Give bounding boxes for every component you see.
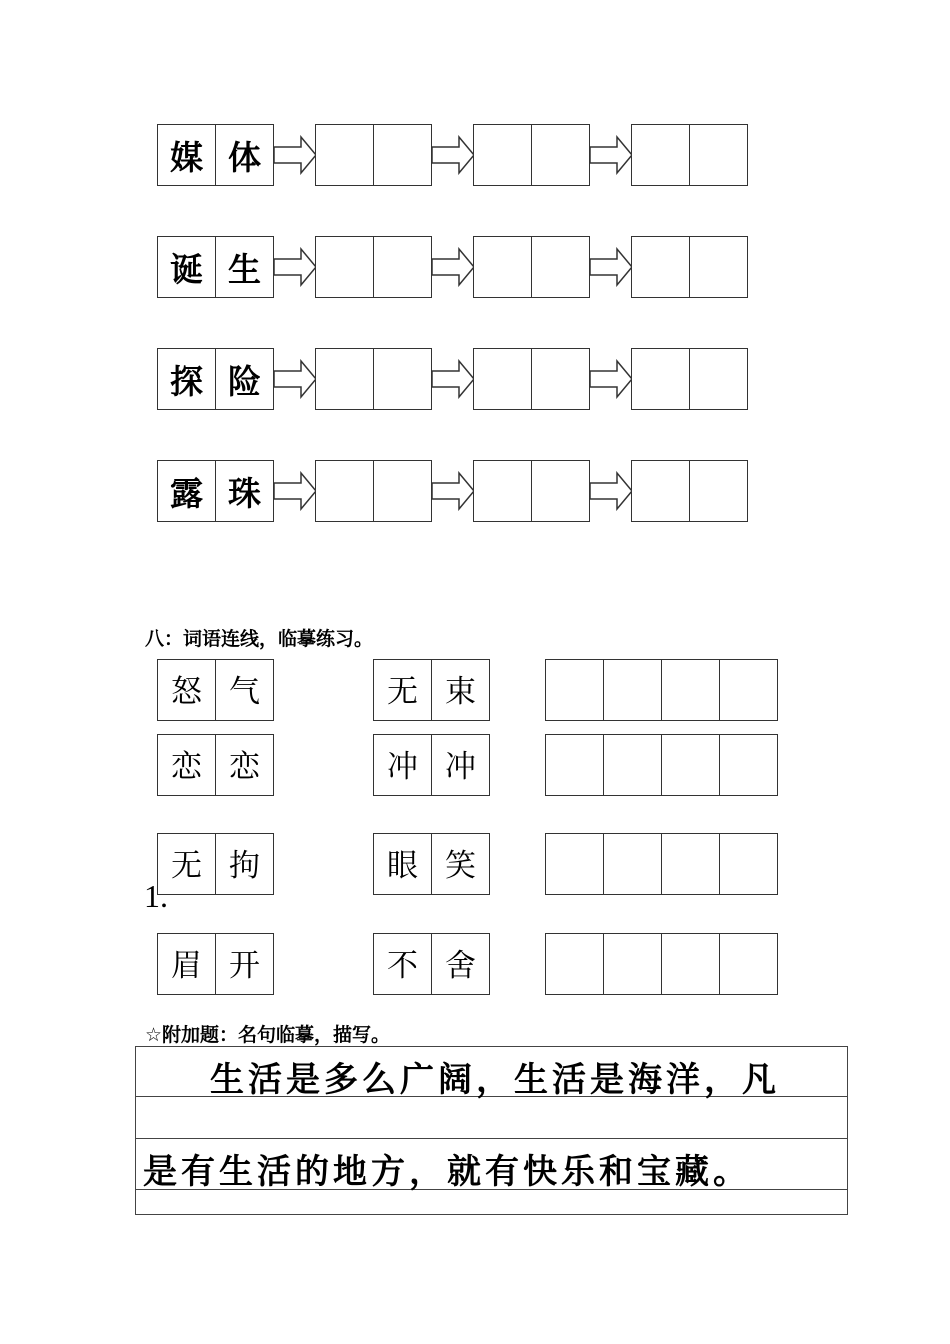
left-word-char-cell: 拘 — [215, 833, 274, 895]
blank-char-cell — [531, 236, 590, 298]
copy-practice-cell — [545, 833, 604, 895]
bonus-title: ☆附加题：名句临摹，描写。 — [145, 1024, 391, 1046]
given-char-cell: 媒 — [157, 124, 216, 186]
blank-char-cell — [473, 124, 532, 186]
right-arrow-icon — [273, 247, 317, 287]
copy-practice-cell — [719, 933, 778, 995]
right-arrow-icon — [431, 359, 475, 399]
stray-number-mark: 1. — [144, 878, 168, 914]
right-arrow-icon — [273, 135, 317, 175]
right-word-char-cell: 冲 — [373, 734, 432, 796]
copy-practice-cell — [603, 833, 662, 895]
blank-char-cell — [631, 124, 690, 186]
right-word-char-cell: 笑 — [431, 833, 490, 895]
blank-char-cell — [315, 124, 374, 186]
left-word-char-cell: 眉 — [157, 933, 216, 995]
copy-practice-cell — [661, 734, 720, 796]
right-word-char-cell: 冲 — [431, 734, 490, 796]
copy-practice-cell — [603, 659, 662, 721]
left-word-char-cell: 怒 — [157, 659, 216, 721]
blank-char-cell — [373, 348, 432, 410]
sentence-line-1: 生活是多么广阔，生活是海洋，凡 — [210, 1060, 780, 1100]
blank-char-cell — [373, 124, 432, 186]
right-word-char-cell: 无 — [373, 659, 432, 721]
blank-char-cell — [373, 236, 432, 298]
blank-char-cell — [373, 460, 432, 522]
blank-char-cell — [631, 236, 690, 298]
blank-char-cell — [315, 236, 374, 298]
copy-practice-cell — [545, 659, 604, 721]
right-arrow-icon — [589, 359, 633, 399]
blank-char-cell — [473, 460, 532, 522]
blank-char-cell — [315, 348, 374, 410]
copy-practice-cell — [603, 933, 662, 995]
given-char-cell: 探 — [157, 348, 216, 410]
copy-practice-cell — [661, 833, 720, 895]
sentence-line-2: 是有生活的地方，就有快乐和宝藏。 — [143, 1152, 751, 1192]
given-char-cell: 珠 — [215, 460, 274, 522]
grid-line — [135, 1214, 848, 1215]
right-word-char-cell: 眼 — [373, 833, 432, 895]
grid-line — [135, 1046, 136, 1214]
copy-practice-cell — [719, 734, 778, 796]
left-word-char-cell: 无 — [157, 833, 216, 895]
given-char-cell: 诞 — [157, 236, 216, 298]
right-arrow-icon — [589, 471, 633, 511]
copy-practice-cell — [719, 659, 778, 721]
right-arrow-icon — [589, 135, 633, 175]
copy-practice-cell — [661, 659, 720, 721]
right-arrow-icon — [589, 247, 633, 287]
left-word-char-cell: 恋 — [215, 734, 274, 796]
grid-line — [847, 1046, 848, 1214]
blank-char-cell — [689, 124, 748, 186]
blank-char-cell — [689, 236, 748, 298]
blank-char-cell — [531, 124, 590, 186]
copy-practice-cell — [545, 933, 604, 995]
right-arrow-icon — [273, 359, 317, 399]
grid-line — [135, 1046, 848, 1047]
blank-char-cell — [631, 460, 690, 522]
blank-char-cell — [531, 460, 590, 522]
left-word-char-cell: 开 — [215, 933, 274, 995]
given-char-cell: 体 — [215, 124, 274, 186]
right-arrow-icon — [431, 471, 475, 511]
right-word-char-cell: 束 — [431, 659, 490, 721]
copy-practice-cell — [661, 933, 720, 995]
right-word-char-cell: 不 — [373, 933, 432, 995]
blank-char-cell — [689, 348, 748, 410]
blank-char-cell — [689, 460, 748, 522]
right-arrow-icon — [273, 471, 317, 511]
given-char-cell: 险 — [215, 348, 274, 410]
blank-char-cell — [531, 348, 590, 410]
copy-practice-cell — [719, 833, 778, 895]
section-8-title: 八：词语连线，临摹练习。 — [145, 628, 374, 650]
right-arrow-icon — [431, 247, 475, 287]
copy-practice-cell — [545, 734, 604, 796]
blank-char-cell — [315, 460, 374, 522]
given-char-cell: 露 — [157, 460, 216, 522]
left-word-char-cell: 气 — [215, 659, 274, 721]
blank-char-cell — [473, 236, 532, 298]
grid-line — [135, 1138, 848, 1139]
right-arrow-icon — [431, 135, 475, 175]
right-word-char-cell: 舍 — [431, 933, 490, 995]
copy-practice-cell — [603, 734, 662, 796]
blank-char-cell — [473, 348, 532, 410]
blank-char-cell — [631, 348, 690, 410]
left-word-char-cell: 恋 — [157, 734, 216, 796]
given-char-cell: 生 — [215, 236, 274, 298]
